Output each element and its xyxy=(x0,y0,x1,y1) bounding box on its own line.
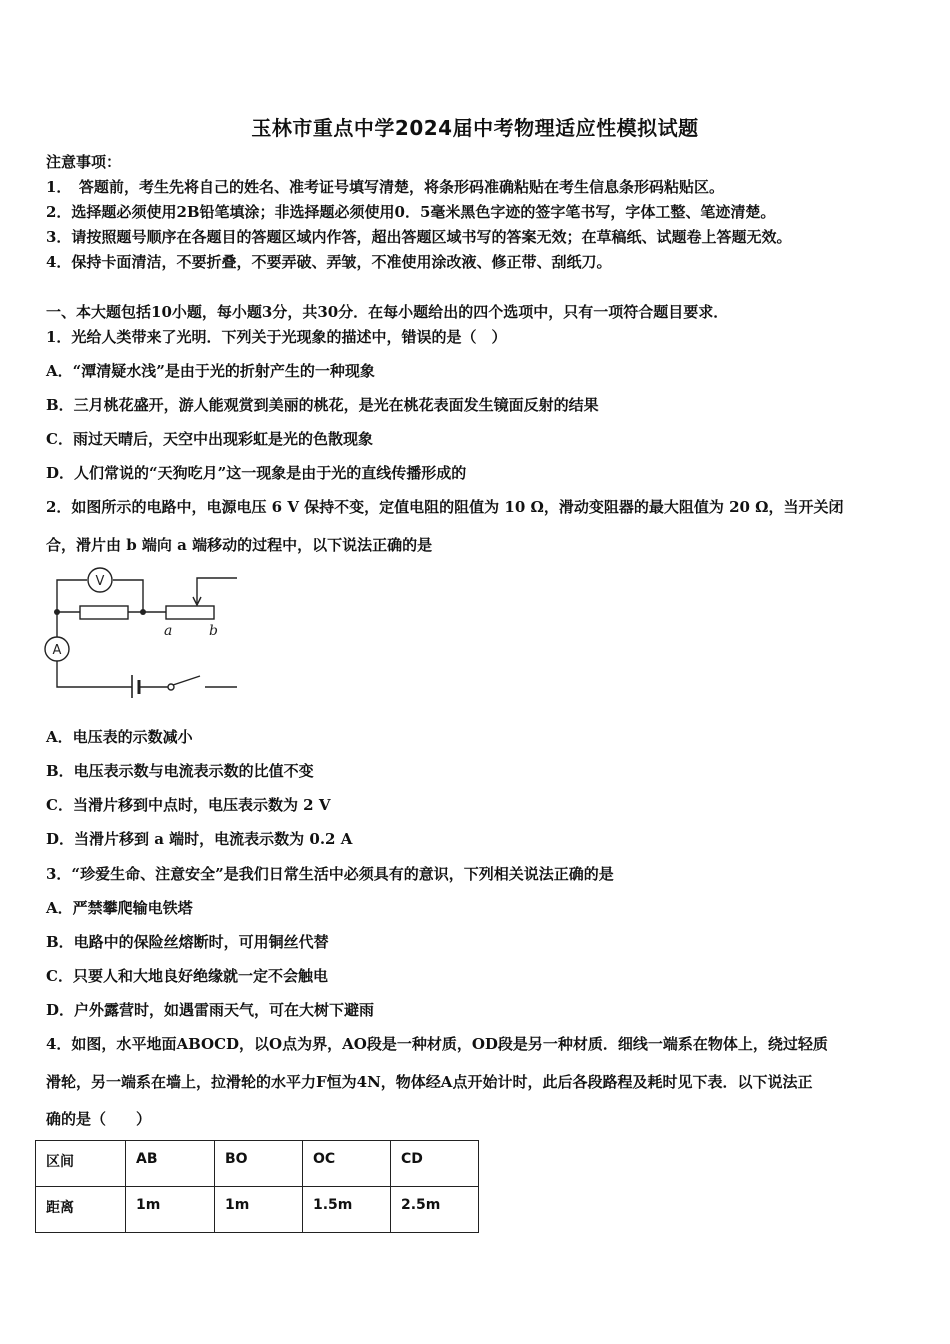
ammeter-label: A xyxy=(52,643,62,658)
slider-wire xyxy=(197,578,237,603)
table-cell: CD xyxy=(391,1141,479,1187)
question-1-option-d: D．人们常说的“天狗吃月”这一现象是由于光的直线传播形成的 xyxy=(46,464,467,482)
table-cell: 2.5m xyxy=(391,1187,479,1233)
page-title: 玉林市重点中学2024届中考物理适应性模拟试题 xyxy=(251,116,699,140)
question-1-stem: 1．光给人类带来了光明．下列关于光现象的描述中，错误的是（ ） xyxy=(46,328,507,346)
question-2-option-b: B．电压表示数与电流表示数的比值不变 xyxy=(46,762,314,780)
section-intro: 一、本大题包括10小题，每小题3分，共30分．在每小题给出的四个选项中，只有一项符合题目要求． xyxy=(46,303,729,321)
note-item-2: 2．选择题必须使用2B铅笔填涂；非选择题必须使用0．5毫米黑色字迹的签字笔书写，字体工整、笔迹清楚。 xyxy=(46,203,776,221)
junction-right xyxy=(140,609,146,615)
junction-left xyxy=(54,609,60,615)
question-4-stem-line-2: 滑轮，另一端系在墙上，拉滑轮的水平力F恒为4N，物体经A点开始计时，此后各段路程及耗时见下表．以下说法正 xyxy=(46,1073,813,1091)
question-1-option-c: C．雨过天晴后，天空中出现彩虹是光的色散现象 xyxy=(46,430,373,448)
table-cell: 1m xyxy=(126,1187,215,1233)
question-3-option-d: D．户外露营时，如遇雷雨天气，可在大树下避雨 xyxy=(46,1001,375,1019)
question-2-option-d: D．当滑片移到 a 端时，电流表示数为 0.2 A xyxy=(46,830,353,848)
question-2-stem-line-2: 合，滑片由 b 端向 a 端移动的过程中，以下说法正确的是 xyxy=(46,536,433,554)
question-2-stem-line-1: 2．如图所示的电路中，电源电压 6 V 保持不变，定值电阻的阻值为 10 Ω，滑动变阻器的最大阻值为 20 Ω，当开关闭 xyxy=(46,498,844,516)
fixed-resistor xyxy=(80,606,128,619)
question-3-option-b: B．电路中的保险丝熔断时，可用铜丝代替 xyxy=(46,933,329,951)
question-4-stem-line-3: 确的是（ ） xyxy=(46,1110,152,1128)
table-cell: BO xyxy=(215,1141,303,1187)
notes-heading: 注意事项： xyxy=(46,153,122,171)
segment-table xyxy=(35,1140,479,1233)
table-cell: 1.5m xyxy=(303,1187,391,1233)
question-1-option-b: B．三月桃花盛开，游人能观赏到美丽的桃花，是光在桃花表面发生镜面反射的结果 xyxy=(46,396,599,414)
voltmeter-left-wire xyxy=(57,580,87,612)
note-item-1: 1． 答题前，考生先将自己的姓名、准考证号填写清楚，将条形码准确粘贴在考生信息条形码粘贴区。 xyxy=(46,178,724,196)
question-2-option-c: C．当滑片移到中点时，电压表示数为 2 V xyxy=(46,796,331,814)
question-4-stem-line-1: 4．如图，水平地面ABOCD，以O点为界，AO段是一种材质，OD段是另一种材质．细线一端系在物体上，绕过轻质 xyxy=(46,1035,828,1053)
question-3-stem: 3．“珍爱生命、注意安全”是我们日常生活中必须具有的意识，下列相关说法正确的是 xyxy=(46,865,614,883)
table-cell: 区间 xyxy=(36,1141,126,1187)
question-2-option-a: A．电压表的示数减小 xyxy=(46,728,193,746)
question-1-option-a: A．“潭清疑水浅”是由于光的折射产生的一种现象 xyxy=(46,362,375,380)
voltmeter-label: V xyxy=(95,574,105,589)
table-cell: AB xyxy=(126,1141,215,1187)
table-cell: 1m xyxy=(215,1187,303,1233)
note-item-3: 3．请按照题号顺序在各题目的答题区域内作答，超出答题区域书写的答案无效；在草稿纸、试题卷上答题无效。 xyxy=(46,228,792,246)
switch-blade xyxy=(173,676,200,685)
question-3-option-c: C．只要人和大地良好绝缘就一定不会触电 xyxy=(46,967,328,985)
ammeter-bottom-wire xyxy=(57,661,132,687)
table-cell: 距离 xyxy=(36,1187,126,1233)
table-cell: OC xyxy=(303,1141,391,1187)
rheostat-end-b-label: b xyxy=(209,623,218,639)
question-3-option-a: A．严禁攀爬输电铁塔 xyxy=(46,899,193,917)
table-row xyxy=(36,1187,479,1233)
rheostat xyxy=(166,606,214,619)
table-header-row xyxy=(36,1141,479,1187)
circuit-diagram xyxy=(40,563,245,698)
note-item-4: 4．保持卡面清洁，不要折叠，不要弄破、弄皱，不准使用涂改液、修正带、刮纸刀。 xyxy=(46,253,612,271)
rheostat-end-a-label: a xyxy=(164,623,173,639)
